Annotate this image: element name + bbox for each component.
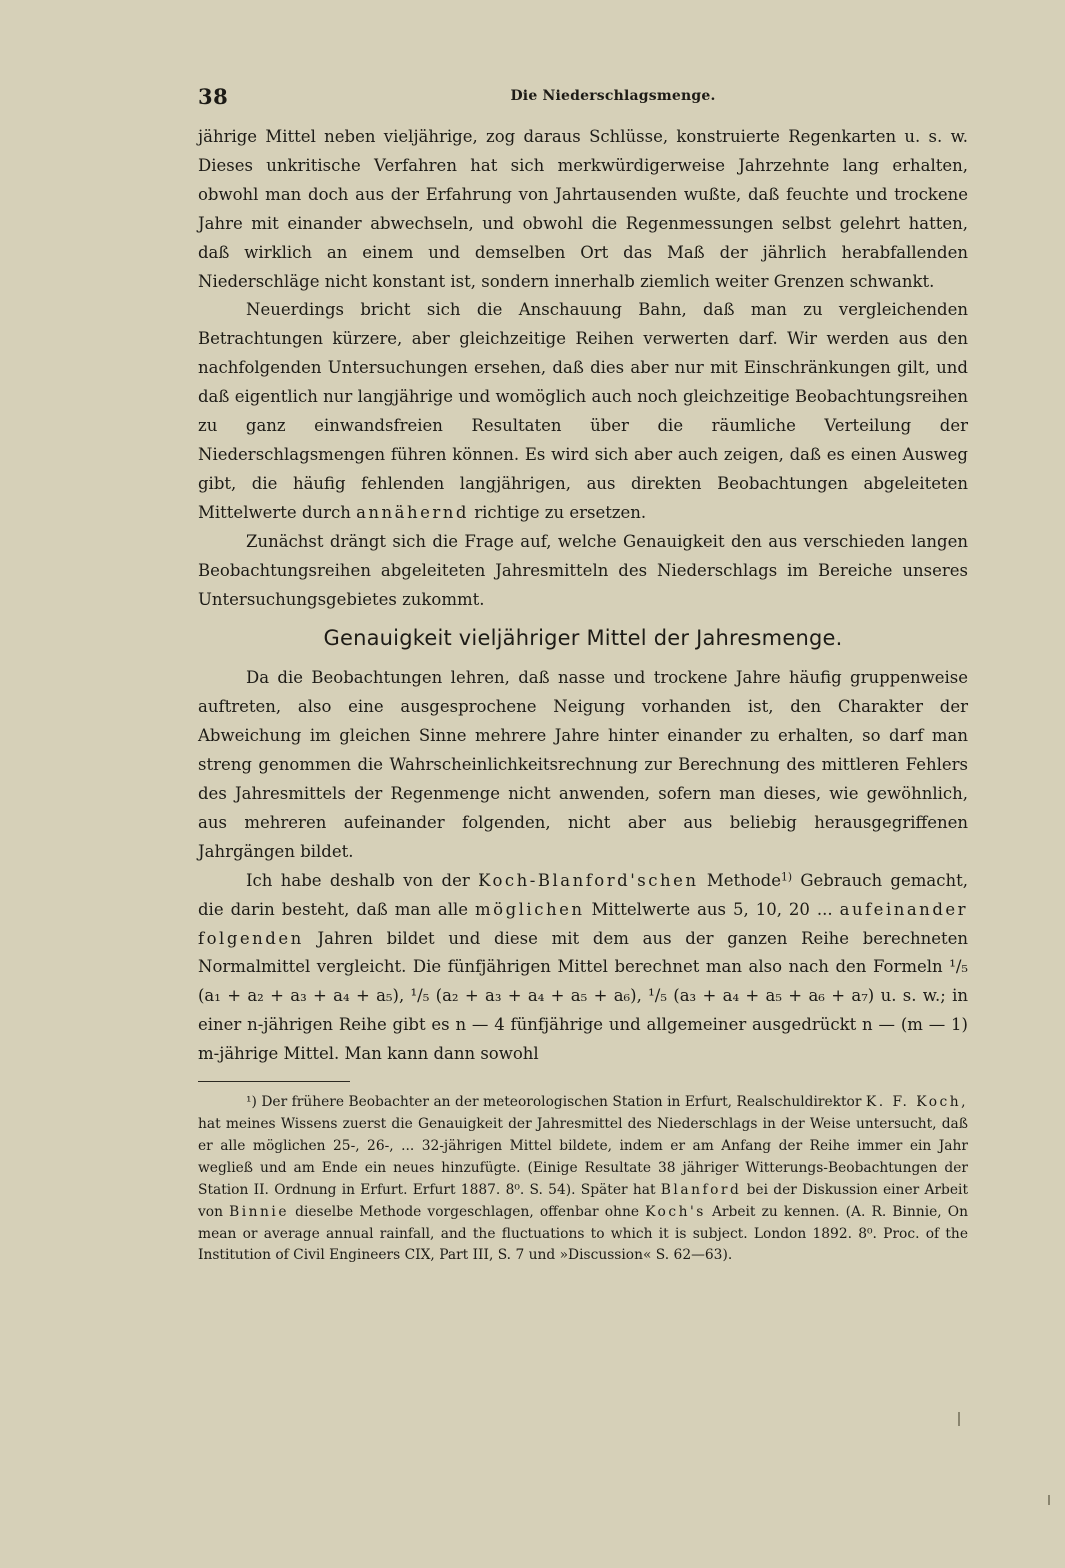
running-title: Die Niederschlagsmenge. xyxy=(510,88,716,104)
emphasis-koch-blanford: Koch-Blanford'schen xyxy=(478,870,699,890)
body-text xyxy=(198,123,968,1267)
paragraph-2-text: Neuerdings bricht sich die Anschauung Bahn, daß man zu vergleichenden Betrachtungen kürzere, aber gleichzeitige Reihen verwerten darf. Wir werden aus den nachfolgenden Untersuchungen ersehen, daß dies aber nur mit Einschränkungen gilt, und daß eigentlich nur langjährige und womöglich auch noch gleichzeitige Beobachtungsreihen zu ganz einwandsfreien Resultaten über die räumliche Verteilung der Niederschlagsmengen führen können. Es wird sich aber auch zeigen, daß es einen Ausweg gibt, die häufig fehlenden langjährigen, aus direkten Beobachtungen abgeleiteten Mittelwerte durch xyxy=(198,300,968,522)
paragraph-5-f: u. s. w.; in einer n-jährigen Reihe gibt es n — 4 fünfjährige und allgemeiner ausgedrückt n — (m — 1) m-jährige Mittel. Man kann dann sowohl xyxy=(198,986,968,1064)
emphasis-aufeinander: aufeinander folgenden xyxy=(198,899,969,948)
footnote-b: hat meines Wissens zuerst die Genauigkeit der Jahresmittel des Niederschlags in der Weise untersucht, daß er alle möglichen 25-, 26-, ... 32-jährigen Mittel bildete, indem er am Anfang der Reihe immer ein Jahr wegließ und am Ende ein neues hinzufügte. (Einige Resultate 38 jähriger Witterungs-Beobachtungen der Station II. Ordnung in Erfurt. Erfurt 1887. 8⁰. S. 54). Später hat xyxy=(198,1116,968,1198)
paragraph-5 xyxy=(198,867,968,1069)
footnote-koch2: Koch's xyxy=(645,1203,706,1220)
footnote-text xyxy=(198,1092,968,1267)
paragraph-5-e: Jahren bildet und diese mit dem aus der ganzen Reihe berechneten Normalmittel vergleicht. Die fünfjährigen Mittel berechnet man also nach den Formeln xyxy=(198,928,969,977)
formula: ¹/₅ (a₁ + a₂ + a₃ + a₄ + a₅), ¹/₅ (a₂ + a₃ + a₄ + a₅ + a₆), ¹/₅ (a₃ + a₄ + a₅ + a₆ + a₇) xyxy=(198,957,968,1006)
paragraph-2 xyxy=(198,296,968,527)
paragraph-1: jährige Mittel neben vieljährige, zog daraus Schlüsse, konstruierte Regenkarten u. s. w. Dieses unkritische Verfahren hat sich merkwürdigerweise Jahrzehnte lang erhalten, obwohl man doch aus der Erfahrung von Jahrtausenden wußte, daß feuchte und trockene Jahre mit einander abwechseln, und obwohl die Regenmessungen selbst gelehrt hatten, daß wirklich an einem und demselben Ort das Maß der jährlich herabfallenden Niederschläge nicht konstant ist, sondern innerhalb ziemlich weiter Grenzen schwankt. xyxy=(198,127,968,291)
page-number: 38 xyxy=(198,84,229,109)
footnote-reference: 1) xyxy=(781,870,793,884)
paragraph-4: Da die Beobachtungen lehren, daß nasse und trockene Jahre häufig gruppenweise auftreten, also eine ausgesprochene Neigung vorhanden ist, den Charakter der Abweichung im gleichen Sinne mehrere Jahre hinter einander zu erhalten, so darf man streng genommen die Wahrscheinlichkeitsrechnung zur Berechnung des mittleren Fehlers des Jahresmittels der Regenmenge nicht anwenden, sofern man dieses, wie gewöhnlich, aus mehreren aufeinander folgenden, nicht aber aus beliebig herausgegriffenen Jahrgängen bildet. xyxy=(198,668,968,861)
footnote-blanford: Blanford xyxy=(660,1181,742,1198)
footnote-divider xyxy=(198,1081,350,1082)
paper-speck xyxy=(1048,1495,1050,1505)
footnote-d: dieselbe Methode vorgeschlagen, offenbar ohne xyxy=(295,1203,639,1220)
paragraph-5-a: Ich habe deshalb von der xyxy=(246,870,470,890)
paragraph-3: Zunächst drängt sich die Frage auf, welche Genauigkeit den aus verschieden langen Beobachtungsreihen abgeleiteten Jahresmitteln des Niederschlags im Bereiche unseres Untersuchungsgebietes zukommt. xyxy=(198,531,968,609)
footnote xyxy=(198,1092,968,1267)
footnote-e: Arbeit zu kennen. (A. R. Binnie, On mean or average annual rainfall, and the fluctuations to which it is subject. London 1892. 8⁰. Proc. of the Institution of Civil Engineers CIX, Part III, S. 7 und »Discussion« S. 62—63). xyxy=(198,1203,968,1264)
section-heading: Genauigkeit vieljähriger Mittel der Jahresmenge. xyxy=(323,626,843,651)
footnote-binnie: Binnie xyxy=(229,1203,290,1220)
paper-speck xyxy=(958,1412,960,1426)
paragraph-5-d: Mittelwerte aus 5, 10, 20 ... xyxy=(591,899,833,919)
paragraph-5-c: Gebrauch gemacht, die darin besteht, daß man alle xyxy=(198,870,968,919)
footnote-koch: K. F. Koch, xyxy=(865,1094,969,1111)
footnote-c: bei der Diskussion einer Arbeit von xyxy=(198,1181,968,1220)
emphasis-moeglichen: möglichen xyxy=(475,899,585,919)
footnote-marker: ¹) xyxy=(246,1094,257,1111)
paragraph-2-end: richtige zu ersetzen. xyxy=(474,502,647,522)
page-header xyxy=(198,84,968,114)
emphasis-annaehernd: annähernd xyxy=(356,502,469,522)
footnote-a: Der frühere Beobachter an der meteorologischen Station in Erfurt, Realschuldirektor xyxy=(261,1094,862,1111)
paragraph-5-b: Methode xyxy=(706,870,781,890)
